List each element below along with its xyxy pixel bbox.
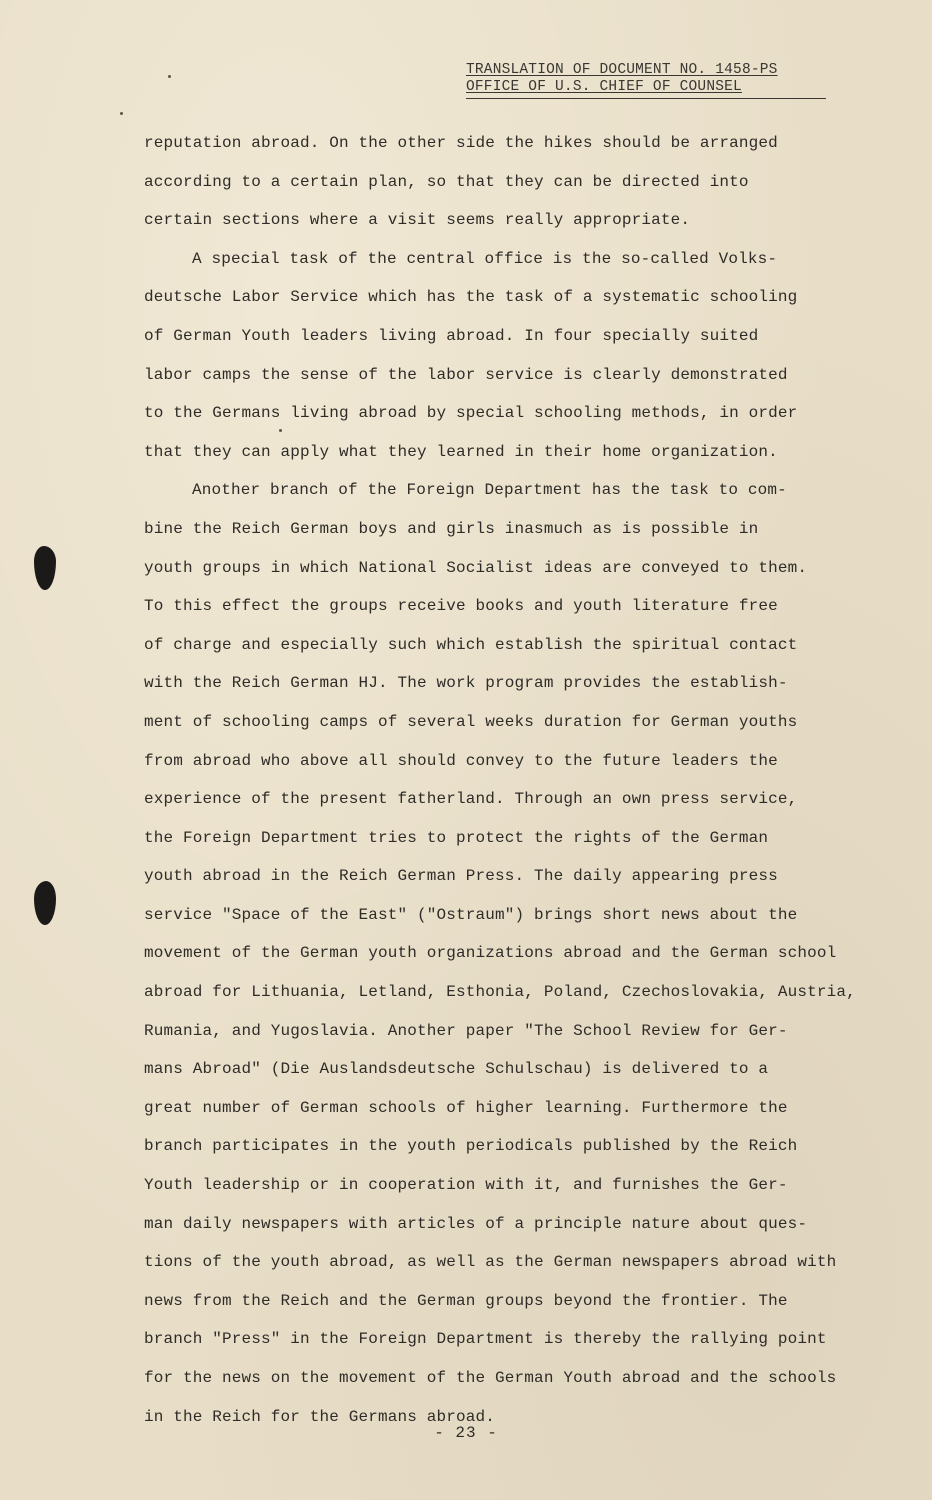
text-line: branch participates in the youth periodicals published by the Reich (144, 1137, 798, 1156)
text-line: movement of the German youth organizations abroad and the German school (144, 944, 837, 963)
page-number: - 23 - (434, 1424, 498, 1442)
text-line: from abroad who above all should convey to the future leaders the (144, 751, 778, 770)
text-line: Youth leadership or in cooperation with it, and furnishes the Ger- (144, 1176, 788, 1195)
text-line: branch "Press" in the Foreign Department is thereby the rallying point (144, 1330, 827, 1349)
text-line: in the Reich for the Germans abroad. (144, 1407, 496, 1426)
document-header (466, 62, 826, 96)
text-line: bine the Reich German boys and girls inasmuch as is possible in (144, 519, 759, 538)
text-line: experience of the present fatherland. Through an own press service, (144, 790, 798, 809)
office-name: OFFICE OF U.S. CHIEF OF COUNSEL (466, 79, 742, 95)
text-line: service "Space of the East" ("Ostraum") brings short news about the (144, 905, 798, 924)
text-line: news from the Reich and the German groups beyond the frontier. The (144, 1291, 788, 1310)
text-line: man daily newspapers with articles of a principle nature about ques- (144, 1214, 808, 1233)
header-rule (466, 98, 826, 99)
text-line: certain sections where a visit seems really appropriate. (144, 211, 691, 230)
text-line: great number of German schools of higher learning. Furthermore the (144, 1098, 788, 1117)
text-line: Another branch of the Foreign Department has the task to com- (192, 481, 787, 500)
text-line: with the Reich German HJ. The work program provides the establish- (144, 674, 788, 693)
text-line: for the news on the movement of the German Youth abroad and the schools (144, 1369, 837, 1387)
text-line: according to a certain plan, so that they can be directed into (144, 172, 749, 191)
translation-doc-number: TRANSLATION OF DOCUMENT NO. 1458-PS (466, 62, 778, 78)
text-line: to the Germans living abroad by special schooling methods, in order (144, 404, 798, 423)
text-line: youth groups in which National Socialist ideas are conveyed to them. (144, 558, 808, 577)
text-line: abroad for Lithuania, Letland, Esthonia, Poland, Czechoslovakia, Austria, (144, 983, 856, 1002)
text-line: Rumania, and Yugoslavia. Another paper "The School Review for Ger- (144, 1021, 788, 1040)
text-line: that they can apply what they learned in their home organization. (144, 442, 778, 461)
text-line: ment of schooling camps of several weeks duration for German youths (144, 712, 798, 731)
body-text (144, 129, 856, 1441)
text-line: labor camps the sense of the labor service is clearly demonstrated (144, 365, 788, 384)
text-line: To this effect the groups receive books and youth literature free (144, 597, 778, 616)
paper-speck (168, 75, 171, 78)
text-line: tions of the youth abroad, as well as the German newspapers abroad with (144, 1253, 837, 1272)
text-line: the Foreign Department tries to protect the rights of the German (144, 828, 769, 847)
paper-speck (120, 112, 123, 115)
text-line: of charge and especially such which establish the spiritual contact (144, 635, 798, 654)
text-line: A special task of the central office is the so-called Volks- (192, 249, 778, 268)
text-line: of German Youth leaders living abroad. In four specially suited (144, 326, 759, 345)
text-line: youth abroad in the Reich German Press. The daily appearing press (144, 867, 778, 886)
text-line: deutsche Labor Service which has the task of a systematic schooling (144, 288, 798, 307)
text-line: reputation abroad. On the other side the hikes should be arranged (144, 134, 778, 152)
text-line: mans Abroad" (Die Auslandsdeutsche Schulschau) is delivered to a (144, 1060, 769, 1079)
